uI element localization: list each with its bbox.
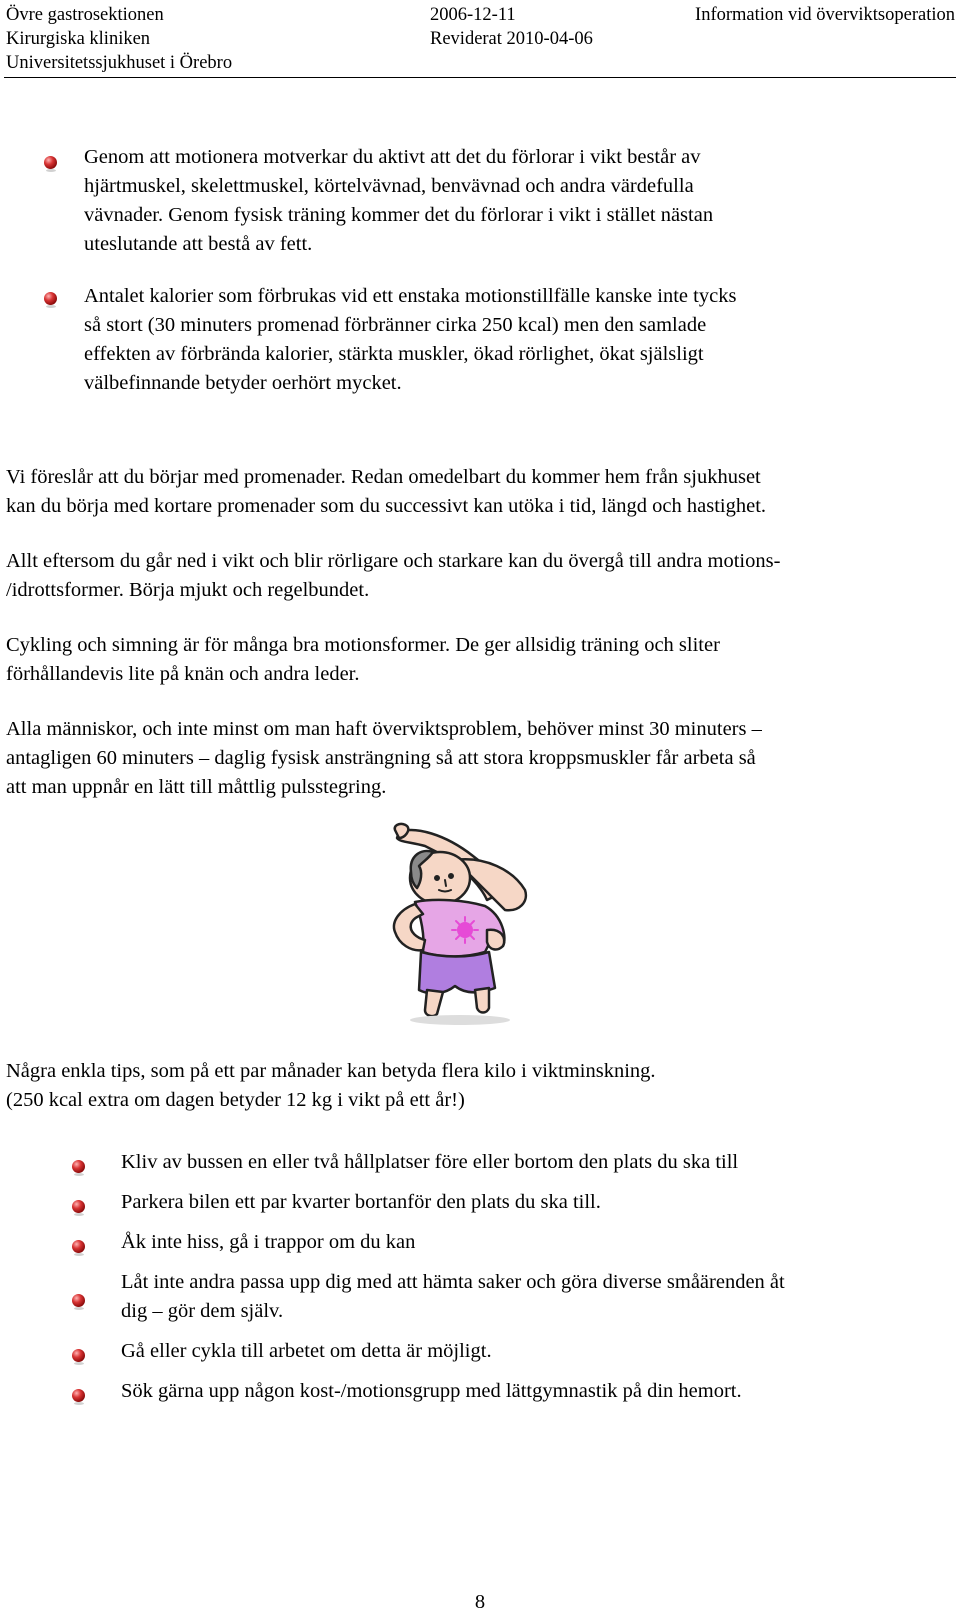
intro-bullet-text: Antalet kalorier som förbrukas vid ett enstaka motionstillfälle kanske inte tycks så stort (30 minuters promenad förbränner cirka 250 kcal) men den samlade effekten av förbrända kalorier, stärkta muskler, ökad rörlighet, ökat själsligt välbefinnande betyder oerhört mycket.	[84, 285, 737, 394]
tip-text: Låt inte andra passa upp dig med att hämta saker och göra diverse småärenden åt dig – gör dem själv.	[121, 1271, 785, 1322]
bullet-icon	[44, 156, 57, 169]
header-right	[695, 3, 955, 27]
paragraph-cycling-swimming: Cykling och simning är för många bra motionsformer. De ger allsidig träning och sliter förhållandevis lite på knän och andra leder.	[6, 634, 720, 685]
bullet-icon	[72, 1349, 85, 1362]
tip-text: Sök gärna upp någon kost-/motionsgrupp med lättgymnastik på din hemort.	[121, 1380, 742, 1402]
hospital-name: Universitetssjukhuset i Örebro	[6, 53, 233, 73]
bullet-icon	[72, 1240, 85, 1253]
paragraph-daily-activity: Alla människor, och inte minst om man haft överviktsproblem, behöver minst 30 minuters – antagligen 60 minuters – daglig fysisk ansträngning så att stora kroppsmuskler får arbeta så att man uppnår en lätt till måttlig pulsstegring.	[6, 718, 762, 798]
page-number: 8	[474, 1591, 486, 1613]
tips-intro: Några enkla tips, som på ett par månader kan betyda flera kilo i viktminskning. (250 kcal extra om dagen betyder 12 kg i vikt på ett år!)	[6, 1060, 656, 1111]
exercise-illustration	[385, 820, 560, 1030]
bullet-icon	[72, 1389, 85, 1402]
paragraph-walking: Vi föreslår att du börjar med promenader. Redan omedelbart du kommer hem från sjukhuset kan du börja med kortare promenader som du successivt kan utöka i tid, längd och hastighet.	[6, 466, 767, 517]
document-title: Information vid överviktsoperation	[695, 5, 955, 25]
bullet-icon	[72, 1294, 85, 1307]
tip-text: Åk inte hiss, gå i trappor om du kan	[121, 1231, 416, 1253]
intro-bullet-text: Genom att motionera motverkar du aktivt att det du förlorar i vikt består av hjärtmuskel, skelettmuskel, körtelvävnad, benvävnad och andra värdefulla vävnader. Genom fysisk träning kommer det du förlorar i vikt i stället nästan uteslutande att bestå av fett.	[84, 146, 714, 255]
header-divider	[4, 77, 956, 78]
bullet-icon	[72, 1160, 85, 1173]
tip-text: Parkera bilen ett par kvarter bortanför den plats du ska till.	[121, 1191, 601, 1213]
tip-text: Gå eller cykla till arbetet om detta är möjligt.	[121, 1340, 492, 1362]
tip-text: Kliv av bussen en eller två hållplatser före eller bortom den plats du ska till	[121, 1151, 739, 1173]
department-name: Övre gastrosektionen	[6, 5, 164, 25]
document-date: 2006-12-11	[430, 5, 516, 25]
header-dates	[430, 3, 593, 51]
paragraph-progression: Allt eftersom du går ned i vikt och blir rörligare och starkare kan du övergå till andra motions- /idrottsformer. Börja mjukt och regelbundet.	[6, 550, 781, 601]
revision-date: Reviderat 2010-04-06	[430, 29, 593, 49]
bullet-icon	[72, 1200, 85, 1213]
bullet-icon	[44, 292, 57, 305]
header-left	[6, 3, 232, 75]
clinic-name: Kirurgiska kliniken	[6, 29, 151, 49]
